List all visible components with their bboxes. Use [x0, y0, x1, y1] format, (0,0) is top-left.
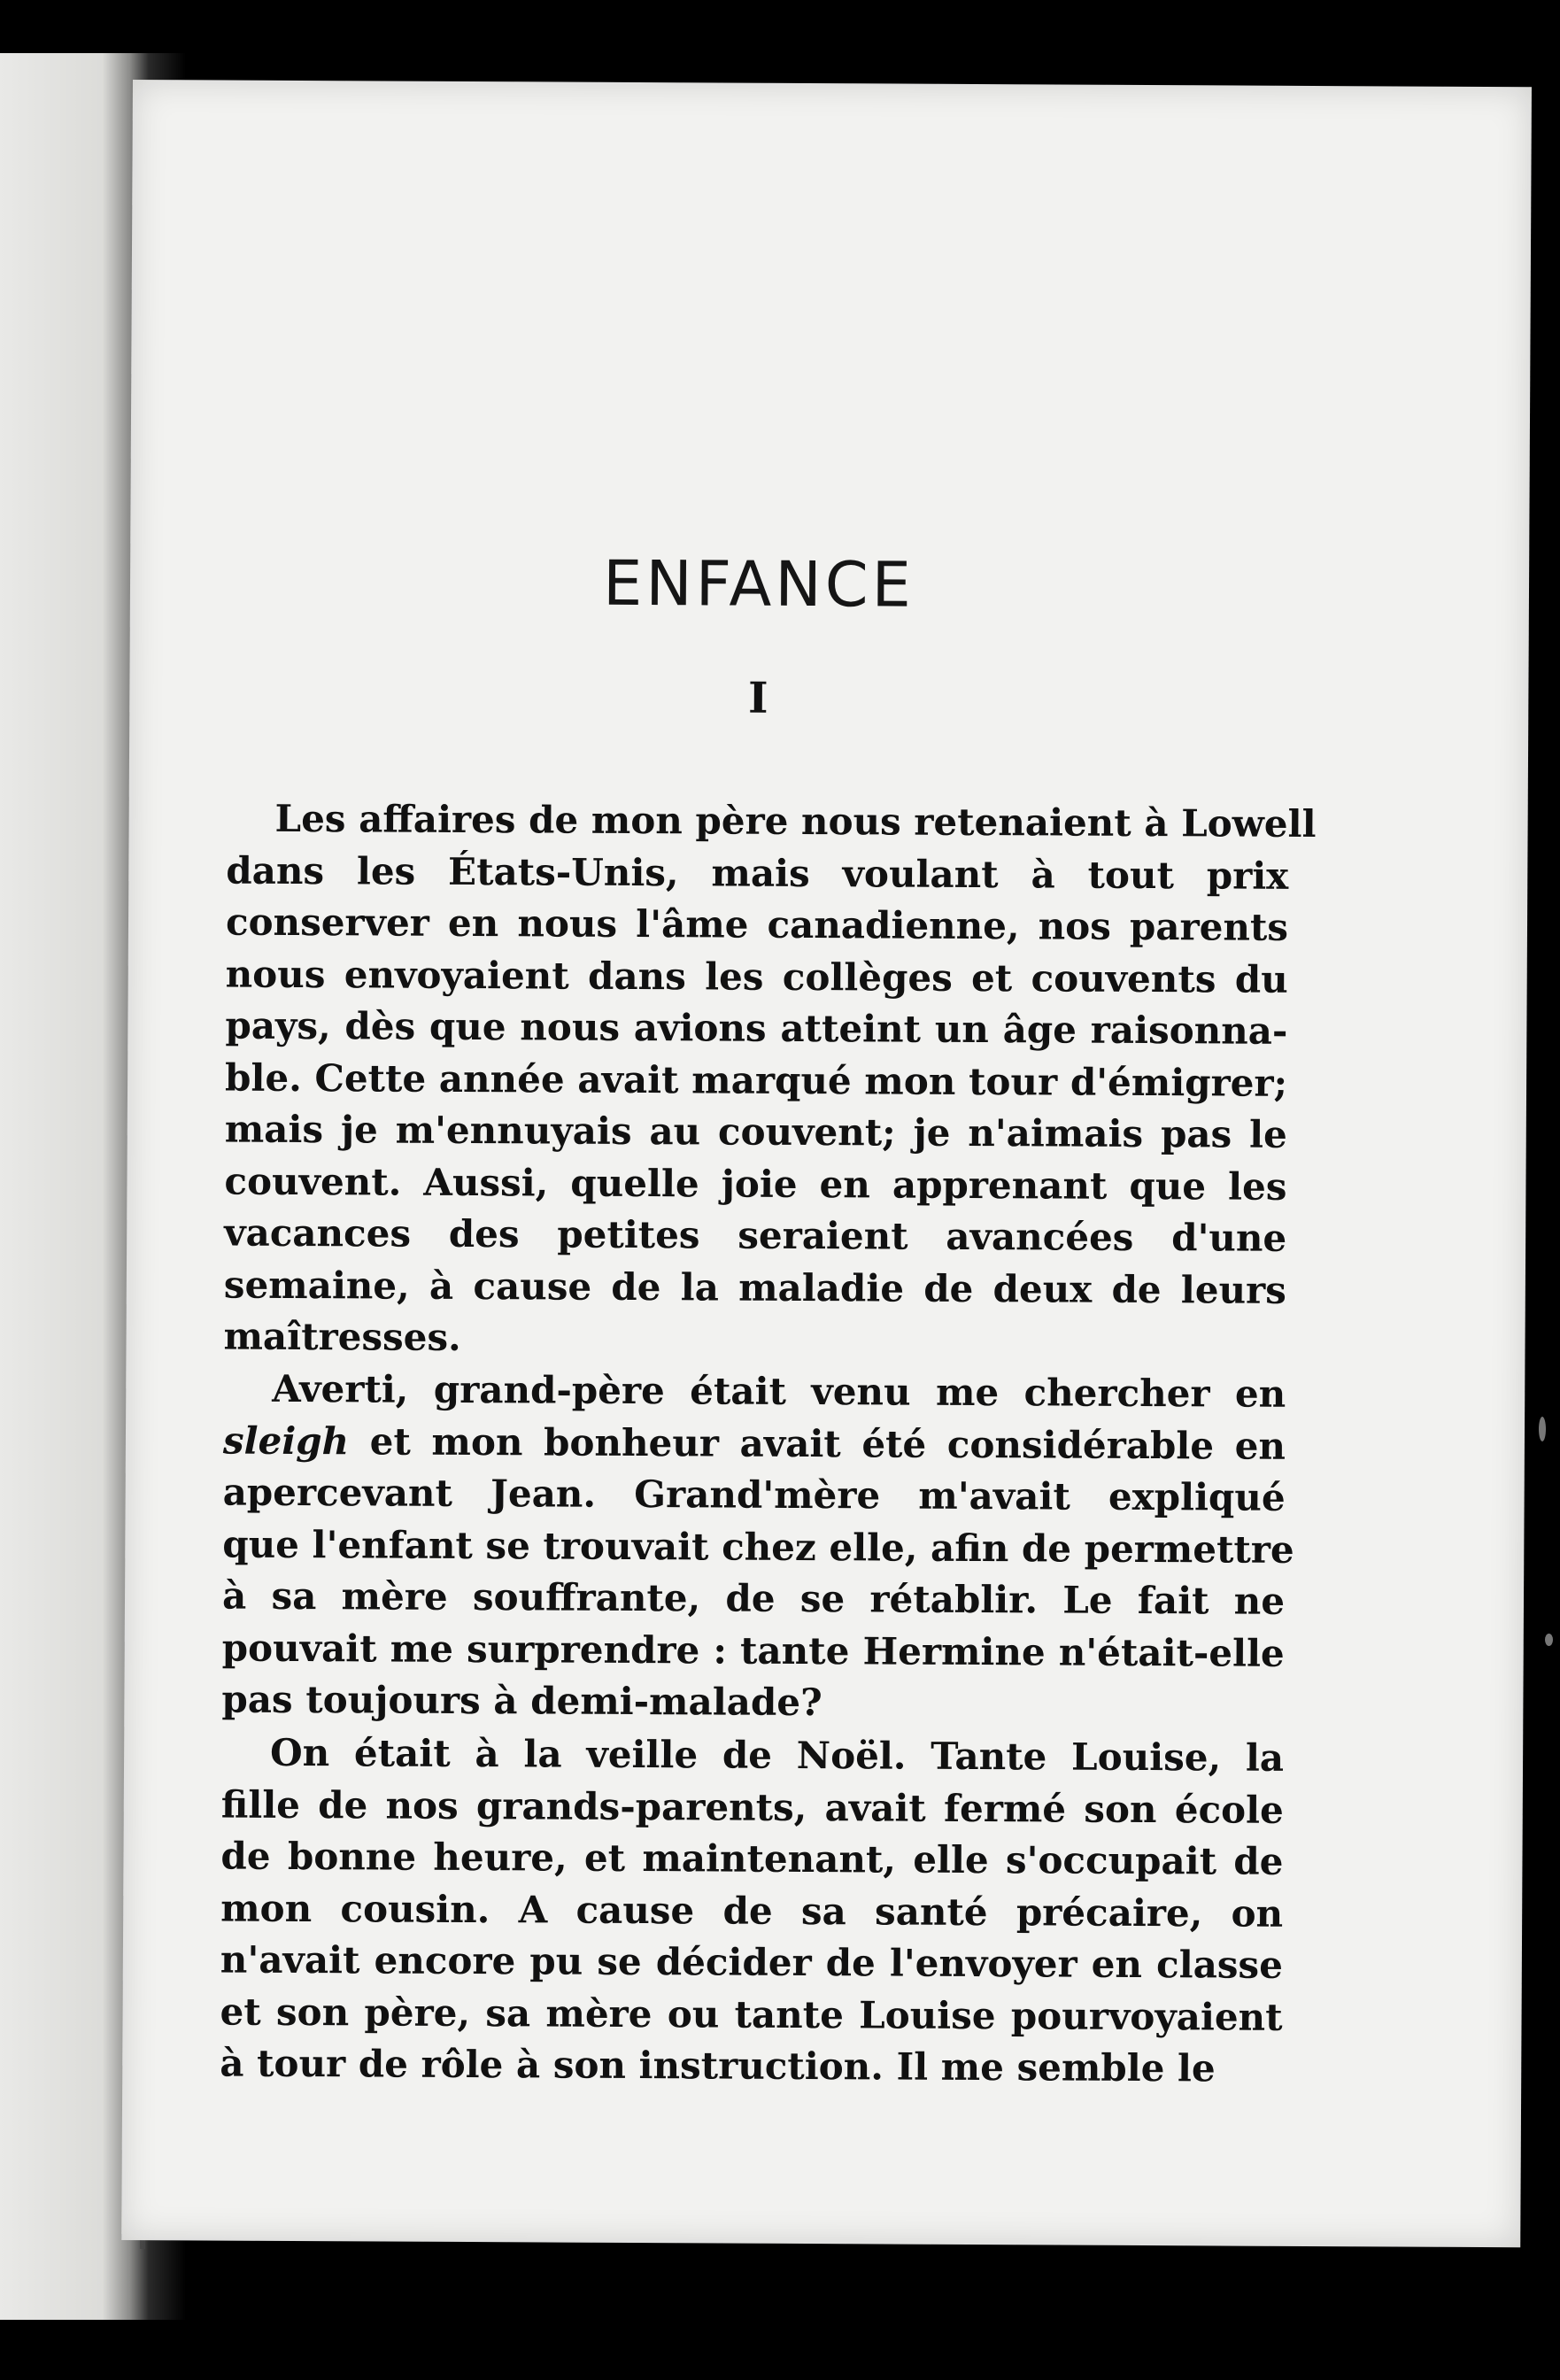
text-line: vacances des petites seraient avancées d'une [224, 1210, 1287, 1260]
text-line: mon cousin. A cause de sa santé précaire, on [220, 1886, 1284, 1936]
text-line: que l'enfant se trouvait chez elle, afin de permettre [222, 1522, 1294, 1572]
paragraph-3 [220, 1727, 1284, 2096]
text-line: nous envoyaient dans les collèges et couvents du [225, 952, 1288, 1001]
scan-speck [1539, 1417, 1546, 1441]
text-line: Les affaires de mon père nous retenaient à Lowell [274, 796, 1317, 846]
text-line: mais je m'ennuyais au couvent; je n'aimais pas le [224, 1107, 1287, 1156]
text-line: dans les États-Unis, mais voulant à tout prix [226, 848, 1289, 898]
text-line: semaine, à cause de la maladie de deux de leurs [223, 1263, 1286, 1312]
paragraph-2 [221, 1364, 1294, 1732]
scan-speck [1545, 1634, 1553, 1646]
paragraph-1 [223, 793, 1317, 1369]
text-line: pouvait me surprendre : tante Hermine n'était-elle [221, 1626, 1285, 1675]
text-line: couvent. Aussi, quelle joie en apprenant que les [224, 1159, 1287, 1209]
text-line: sleigh et mon bonheur avait été considérable en [222, 1418, 1286, 1468]
text-line: de bonne heure, et maintenant, elle s'occupait de [220, 1834, 1284, 1883]
text-line: Averti, grand-père était venu me chercher en [272, 1366, 1286, 1416]
book-page [121, 80, 1532, 2247]
text-line: ble. Cette année avait marqué mon tour d'émigrer; [224, 1055, 1288, 1105]
text-line: fille de nos grands-parents, avait fermé son école [220, 1782, 1284, 1832]
text-line: et son père, sa mère ou tante Louise pourvoyaient [220, 1990, 1283, 2039]
text-line: apercevant Jean. Grand'mère m'avait expliqué [222, 1470, 1286, 1519]
chapter-title: ENFANCE [602, 546, 915, 622]
chapter-number: I [747, 673, 768, 723]
text-line: à tour de rôle à son instruction. Il me semble le [220, 2041, 1216, 2090]
italic-word: sleigh [222, 1418, 350, 1463]
page-text [220, 545, 1317, 2090]
text-line: pas toujours à demi-malade? [221, 1677, 822, 1725]
text-line: à sa mère souffrante, de se rétablir. Le fait ne [221, 1573, 1286, 1623]
text-line: conserver en nous l'âme canadienne, nos parents [225, 900, 1289, 949]
text-line: pays, dès que nous avions atteint un âge raisonna- [225, 1003, 1288, 1053]
text-line: n'avait encore pu se décider de l'envoyer en classe [220, 1937, 1283, 1987]
text-line: maîtresses. [223, 1314, 461, 1359]
text-line: On était à la veille de Noël. Tante Louise, la [269, 1730, 1285, 1780]
